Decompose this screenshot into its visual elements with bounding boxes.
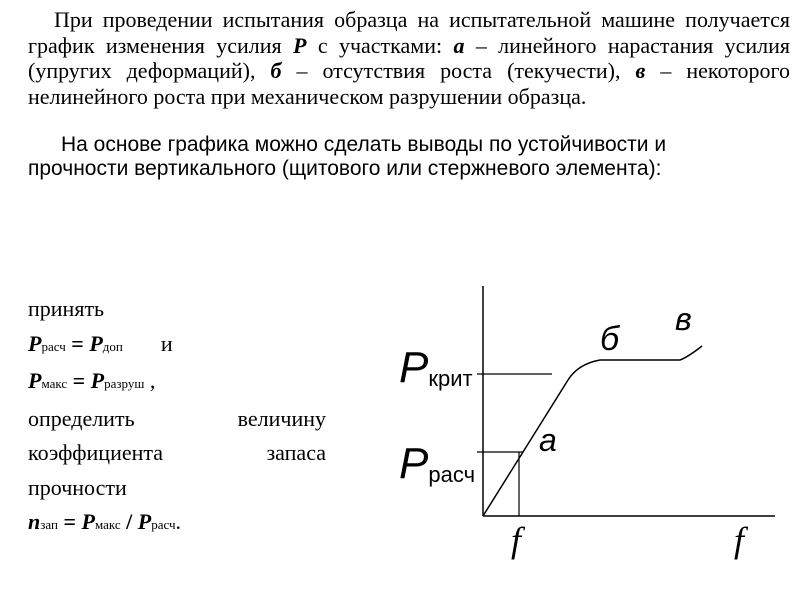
p-symbol: P: [81, 509, 95, 534]
sub-rasch: расч: [151, 517, 176, 532]
sub-maks: макс: [41, 376, 68, 391]
segment-a-letter: а: [453, 32, 465, 58]
p-krit-label: Pкрит: [399, 343, 473, 392]
sub-rasch: расч: [41, 338, 66, 354]
p-symbol: P: [28, 330, 42, 356]
p-rasch-label: Pрасч: [399, 439, 476, 488]
period: .: [175, 509, 182, 534]
intro-text-5: – некоторого нелинейного роста при механическом разрушении образца.: [28, 58, 790, 109]
n-symbol: n: [28, 509, 41, 534]
sub-dop: доп: [102, 338, 123, 354]
p-symbol: P: [90, 368, 105, 393]
equals-sign: =: [67, 368, 91, 393]
accept-line: принять: [28, 296, 105, 321]
p-symbol: P: [89, 330, 103, 356]
coefficient-line: [28, 436, 326, 471]
equals-sign: =: [65, 330, 90, 356]
force-deformation-chart: [380, 270, 780, 570]
word-determine: определить: [28, 405, 135, 431]
conclusion-paragraph: На основе графика можно сделать выводы по устойчивости и прочности вертикального (щитового или стержневого элемента):: [28, 133, 667, 180]
strength-line: прочности: [28, 474, 127, 500]
sub-razrush: разруш: [104, 376, 145, 391]
determine-line: [28, 402, 326, 437]
word-margin: запаса: [266, 440, 326, 465]
segment-v-letter: в: [635, 58, 646, 83]
equals-sign: =: [57, 509, 82, 534]
intro-text-4: – отсутствия роста (текучести),: [281, 58, 636, 83]
force-curve: [483, 346, 702, 516]
sub-maks: макс: [94, 517, 121, 532]
segment-v-label: в: [675, 301, 692, 337]
intro-text-2: с участками:: [306, 32, 454, 58]
word-value: величину: [237, 405, 326, 431]
force-symbol: P: [293, 32, 307, 58]
and-word: и: [160, 330, 173, 356]
p-symbol: P: [28, 368, 42, 393]
intro-paragraph: [28, 7, 790, 109]
sub-zap: зап: [40, 517, 58, 532]
segment-b-label: б: [600, 320, 620, 358]
maks-equation: [28, 364, 326, 402]
x-tick-f-1: f: [511, 520, 522, 560]
x-tick-f-2: f: [734, 520, 745, 560]
intro-text-1: При проведении испытания образца на испытательной машине получается график изменения усилия: [28, 7, 790, 58]
segment-b-letter: б: [270, 58, 282, 83]
p-symbol: P: [137, 509, 152, 534]
division-sign: /: [120, 509, 138, 534]
segment-a-label: а: [539, 422, 557, 458]
safety-factor-formula: [28, 505, 326, 543]
word-coefficient: коэффициента: [28, 440, 164, 465]
comma: ,: [144, 368, 156, 393]
formula-block: [28, 292, 326, 543]
intro-text-3: – линейного нарастания усилия (упругих деформаций),: [28, 32, 790, 83]
rasch-equation: [28, 327, 326, 365]
